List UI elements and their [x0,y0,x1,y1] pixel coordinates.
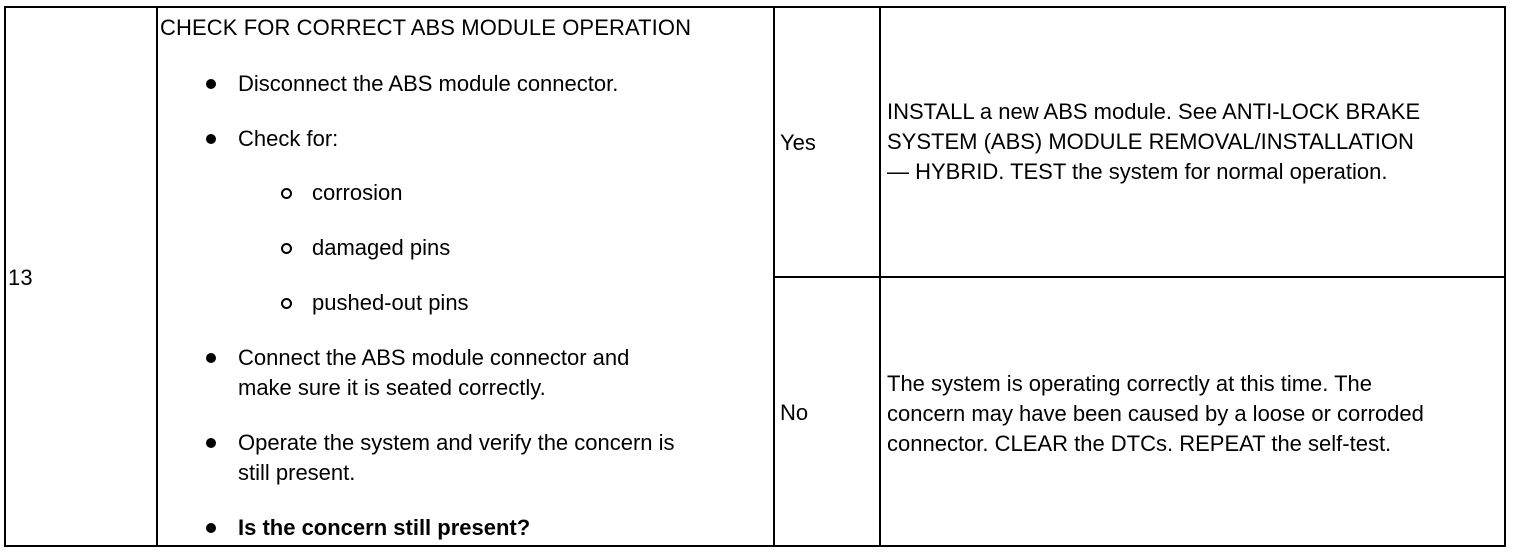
action-line: INSTALL a new ABS module. See ANTI-LOCK BRAKE [887,99,1421,124]
sub-bullet-icon [281,188,292,199]
sub-instruction-item: damaged pins [312,235,451,260]
column-divider-step [156,6,158,547]
bullet-icon [206,438,216,448]
instruction-item: Operate the system and verify the concern is [238,430,675,455]
sub-bullet-icon [281,298,292,309]
step-heading: CHECK FOR CORRECT ABS MODULE OPERATION [160,15,692,40]
sub-bullet-icon [281,243,292,254]
action-line: SYSTEM (ABS) MODULE REMOVAL/INSTALLATION [887,129,1414,154]
instruction-item: Check for: [238,126,339,151]
action-line: connector. CLEAR the DTCs. REPEAT the self-test. [887,431,1392,456]
bullet-icon [206,523,216,533]
bullet-icon [206,134,216,144]
bullet-icon [206,79,216,89]
sub-instruction-item: pushed-out pins [312,290,469,315]
sub-instruction-item: corrosion [312,180,403,205]
instruction-item-continuation: still present. [238,460,356,485]
instruction-item: Disconnect the ABS module connector. [238,71,619,96]
instruction-item-continuation: make sure it is seated correctly. [238,375,546,400]
answer-no: No [780,400,809,425]
action-line: concern may have been caused by a loose or corroded [887,401,1424,426]
instruction-item: Connect the ABS module connector and [238,345,630,370]
action-line: — HYBRID. TEST the system for normal operation. [887,159,1388,184]
bullet-icon [206,353,216,363]
row-divider-results [773,276,1506,278]
step-number: 13 [8,265,33,290]
action-line: The system is operating correctly at this time. The [887,371,1372,396]
question-item: Is the concern still present? [238,515,531,540]
answer-yes: Yes [780,130,816,155]
